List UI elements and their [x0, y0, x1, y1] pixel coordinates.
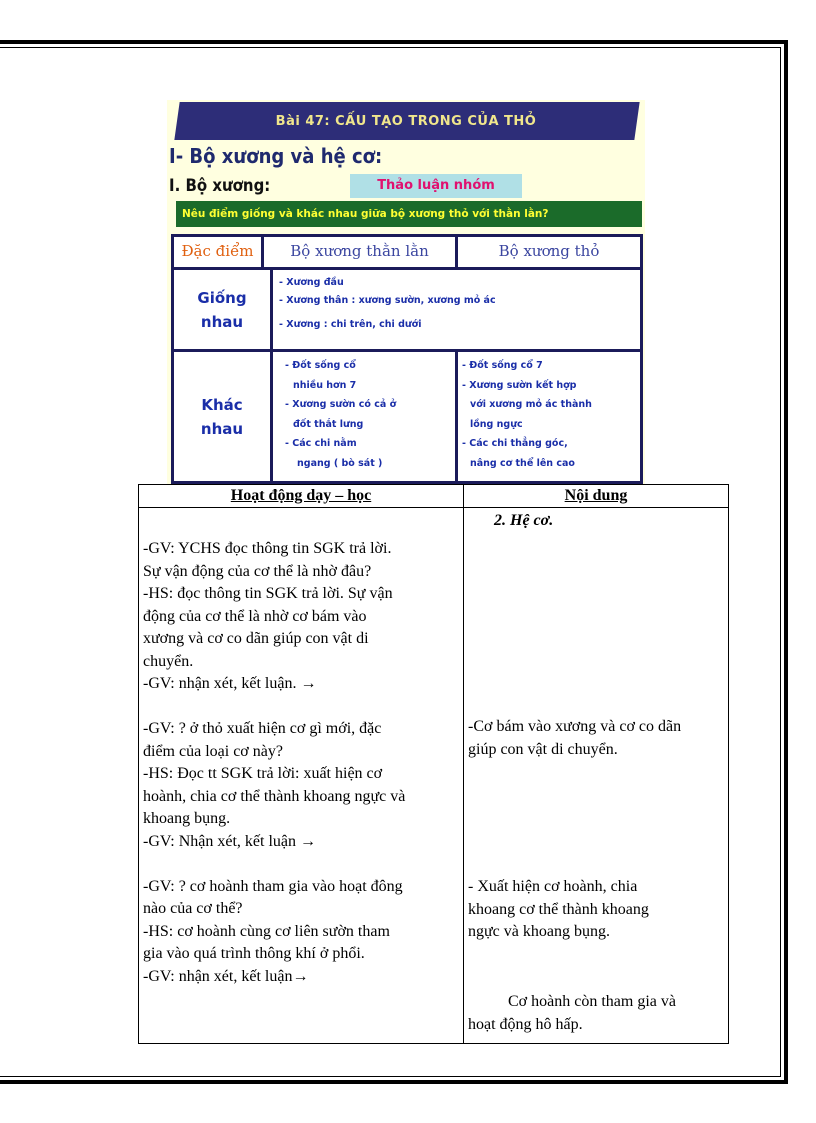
- section-heading: I- Bộ xương và hệ cơ:: [169, 144, 383, 168]
- same-item: - Xương thân : xương sườn, xương mỏ ác: [279, 295, 496, 306]
- content-paragraph: [468, 876, 649, 944]
- lesson-slide-image: [167, 100, 645, 484]
- activity-line: nào của cơ thể?: [143, 900, 243, 917]
- content-line: khoang cơ thể thành khoang: [468, 900, 649, 918]
- activity-line: -GV: nhận xét, kết luận. →: [143, 675, 317, 692]
- lizard-item: đốt thắt lưng: [293, 418, 364, 430]
- content-line: - Xuất hiện cơ hoành, chia: [468, 878, 638, 895]
- activity-line: gia vào quá trình thông khí ở phổi.: [143, 945, 365, 962]
- lizard-item: - Đốt sống cổ: [285, 360, 356, 371]
- activity-line: động của cơ thể là nhờ cơ bám vào: [143, 607, 367, 625]
- comparison-table: [171, 234, 643, 484]
- content-line: hoạt động hô hấp.: [468, 1015, 583, 1033]
- header-lizard: Bộ xương thằn lằn: [264, 237, 455, 267]
- header-activities: Hoạt động dạy – học: [139, 485, 464, 508]
- content-paragraph: [468, 991, 676, 1036]
- activity-line: -GV: ? ở thỏ xuất hiện cơ gì mới, đặc: [143, 720, 382, 737]
- activity-line: -GV: YCHS đọc thông tin SGK trả lời.: [143, 540, 392, 557]
- rabbit-item: với xương mỏ ác thành: [470, 399, 592, 410]
- rabbit-item: - Đốt sống cổ 7: [462, 360, 543, 371]
- content-paragraph: [468, 716, 681, 761]
- activity-table: [138, 484, 729, 1044]
- rabbit-item: - Các chi thẳng góc,: [462, 438, 568, 449]
- activity-line: khoang bụng.: [143, 810, 231, 827]
- rabbit-item: lồng ngực: [470, 418, 523, 430]
- rabbit-item: - Xương sườn kết hợp: [462, 379, 577, 391]
- header-content: Nội dung: [464, 485, 729, 508]
- activity-line: -HS: cơ hoành cùng cơ liên sườn tham: [143, 922, 390, 940]
- question-bar: Nêu điểm giống và khác nhau giữa bộ xương thỏ với thằn lằn?: [176, 201, 642, 227]
- same-item: - Xương đầu: [279, 277, 344, 288]
- lizard-item: - Xương sườn có cả ở: [285, 399, 397, 410]
- content-line: -Cơ bám vào xương và cơ co dãn: [468, 718, 682, 735]
- same-item: - Xương : chi trên, chi dưới: [279, 319, 422, 330]
- activities-cell: [139, 508, 464, 1044]
- activity-line: hoành, chia cơ thể thành khoang ngực và: [143, 787, 406, 805]
- lizard-item: ngang ( bò sát ): [297, 457, 383, 469]
- slide-title: Bài 47: CẤU TẠO TRONG CỦA THỎ: [275, 114, 537, 129]
- same-items: [273, 270, 640, 349]
- activity-line: xương và cơ co dãn giúp con vật di: [143, 630, 369, 647]
- content-title: 2. Hệ cơ.: [494, 512, 554, 529]
- header-rabbit: Bộ xương thỏ: [458, 237, 640, 267]
- activity-line: chuyển.: [143, 652, 194, 670]
- rabbit-item: nâng cơ thể lên cao: [470, 457, 575, 469]
- lizard-item: - Các chi nằm: [285, 438, 357, 449]
- lizard-items: [273, 352, 455, 481]
- content-line: giúp con vật di chuyển.: [468, 740, 618, 758]
- content-line: ngực và khoang bụng.: [468, 923, 610, 940]
- row-label-diff: Khác nhau: [174, 352, 270, 481]
- subsection-heading: I. Bộ xương:: [169, 176, 271, 196]
- activity-line: -GV: Nhận xét, kết luận →: [143, 832, 316, 850]
- activity-line: điểm của loại cơ này?: [143, 742, 283, 760]
- activity-line: -HS: Đọc tt SGK trả lời: xuất hiện cơ: [143, 765, 383, 782]
- spacer: [143, 853, 459, 876]
- discussion-label: Thảo luận nhóm: [350, 174, 522, 198]
- spacer: [143, 696, 459, 719]
- content-line: Cơ hoành còn tham gia và: [468, 993, 676, 1010]
- activity-line: -GV: ? cơ hoành tham gia vào hoạt đông: [143, 877, 403, 895]
- content-cell: [464, 508, 729, 1044]
- activity-line: -GV: nhận xét, kết luận→: [143, 967, 309, 985]
- rabbit-items: [458, 352, 640, 481]
- lizard-item: nhiều hơn 7: [293, 379, 357, 391]
- activity-line: Sự vận động của cơ thể là nhờ đâu?: [143, 562, 372, 580]
- header-feature: Đặc điểm: [174, 237, 261, 267]
- activity-line: -HS: đọc thông tin SGK trả lời. Sự vận: [143, 585, 393, 602]
- row-label-same: Giống nhau: [174, 270, 270, 349]
